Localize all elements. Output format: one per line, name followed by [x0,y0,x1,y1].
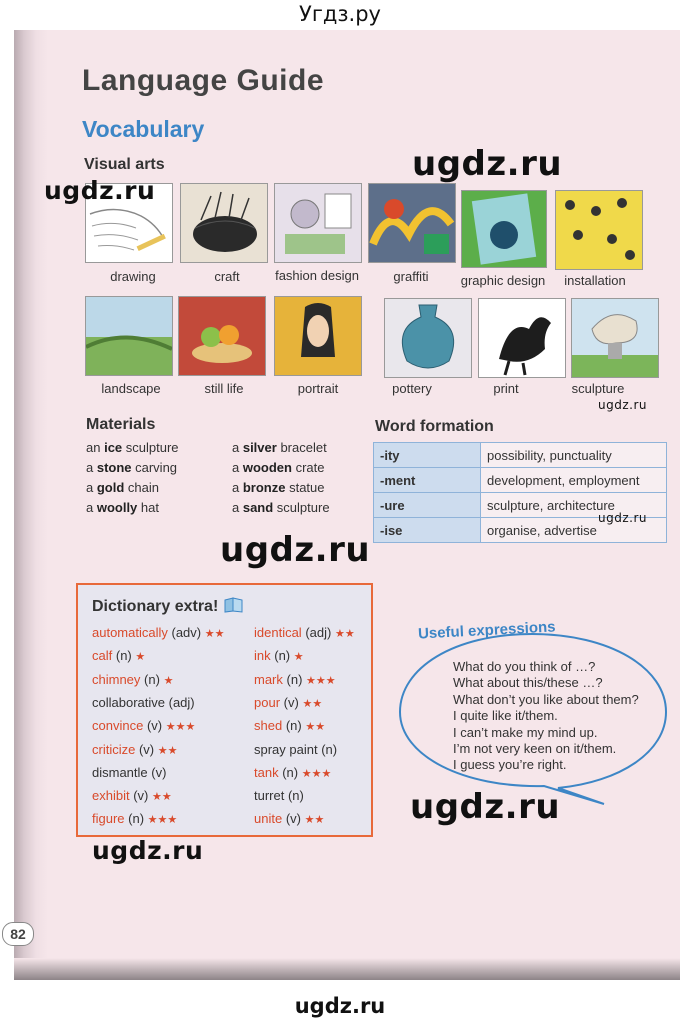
entry-word: calf [92,648,113,664]
woven-basket-icon [181,184,267,262]
watermark-text: ugdz.ru [220,530,371,570]
frequency-stars: ★★ [334,628,355,640]
book-icon [223,597,245,613]
caption-graffiti: graffiti [393,269,429,284]
entry-part-of-speech: (v) [138,741,155,757]
sculpture-picture [571,298,659,378]
word-formation-heading: Word formation [375,418,494,435]
entry-part-of-speech: (n) [274,648,291,664]
suffix-cell: -ise [374,518,481,543]
caption-graphic-design: graphic design [460,273,546,288]
material-item: a wooden crate [232,460,325,475]
frequency-stars: ★ [163,674,174,687]
caption-installation: installation [564,273,626,288]
caption-sculpture: sculpture [571,381,625,396]
print-picture [478,298,566,378]
entry-part-of-speech: (n) [128,811,145,827]
portrait-picture [274,296,362,376]
watermark-text: ugdz.ru [598,398,647,412]
entry-part-of-speech: (adv) [171,625,202,640]
entry-word: turret [254,788,285,804]
word-formation-table [373,442,667,543]
entry-word: spray paint [254,741,318,757]
material-item: a woolly hat [86,500,159,515]
material-item: a silver bracelet [232,440,327,455]
graffiti-wall-icon [369,184,455,262]
useful-expressions-heading: Useful expressions [417,618,556,643]
entry-part-of-speech: (n) [285,718,302,734]
dictionary-entry [254,742,337,757]
landscape-picture [85,296,173,376]
watermark-text: ugdz.ru [44,176,156,205]
caption-fashion-design: fashion design [275,268,359,283]
entry-word: identical [254,625,302,640]
fruit-bowl-icon [179,297,265,375]
bottom-site-watermark: ugdz.ru [294,994,386,1018]
materials-column-2 [232,438,330,518]
entry-word: criticize [92,741,136,757]
watermark-text: ugdz.ru [598,511,647,525]
frequency-stars: ★★ [157,744,178,757]
materials-column-1 [86,438,179,518]
expression-line: I guess you’re right. [453,757,567,773]
entry-part-of-speech: (n) [144,671,160,687]
page-binding-shadow [14,30,48,980]
examples-cell: sculpture, architecture [481,493,667,518]
visual-arts-heading: Visual arts [84,156,165,173]
graphic-design-picture [461,190,547,268]
material-item: a bronze statue [232,480,325,495]
entry-word: dismantle [92,764,148,780]
frequency-stars: ★★★ [165,721,196,734]
material-item: a stone carving [86,460,178,475]
entry-word: exhibit [92,788,130,804]
dictionary-entry [92,742,178,757]
dictionary-extra-box [76,583,373,837]
dictionary-entry [92,788,172,803]
entry-word: automatically [92,625,168,640]
frequency-stars: ★★★ [306,674,336,687]
entry-part-of-speech: (adj) [305,625,332,640]
entry-part-of-speech: (v) [146,718,163,734]
frequency-stars: ★ [135,651,146,664]
graffiti-picture [368,183,456,263]
suffix-cell: -ment [374,468,481,493]
dictionary-entry [92,811,177,826]
frequency-stars: ★★ [304,814,325,827]
dictionary-extra-heading: Dictionary extra! [92,597,245,616]
watermark-text: ugdz.ru [412,144,563,184]
dictionary-entry [254,695,322,710]
craft-picture [180,183,268,263]
dictionary-entry [92,765,166,780]
still-life-picture [178,296,266,376]
landscape-painting-icon [86,297,172,375]
dictionary-entry [92,625,224,640]
rooster-print-icon [479,299,565,377]
entry-word: mark [254,671,283,687]
dictionary-entry [254,788,304,803]
material-item: an ice sculpture [86,440,179,455]
top-site-watermark: Угдз.ру [299,2,381,26]
entry-part-of-speech: (adj) [168,694,195,710]
dictionary-entry [92,672,173,687]
frequency-stars: ★★ [305,721,326,734]
entry-part-of-speech: (v) [133,788,149,804]
page-title: Language Guide [82,64,325,97]
entry-part-of-speech: (v) [151,764,167,780]
page-subtitle: Vocabulary [82,116,205,142]
caption-still-life: still life [204,381,244,396]
entry-word: pour [254,694,281,710]
caption-craft: craft [214,269,240,284]
expression-line: I can’t make my mind up. [453,724,598,740]
caption-portrait: portrait [297,381,339,396]
examples-cell: development, employment [481,468,667,493]
frequency-stars: ★★ [302,697,323,710]
expression-line: What do you think of …? [453,659,596,674]
modern-sculpture-icon [572,299,658,377]
entry-word: collaborative [92,694,165,710]
dictionary-entry [92,718,195,733]
materials-heading: Materials [86,416,156,433]
caption-landscape: landscape [101,381,161,396]
entry-part-of-speech: (n) [115,648,132,664]
expression-line: I quite like it/them. [453,708,558,724]
caption-drawing: drawing [110,269,156,284]
suffix-cell: -ity [374,443,481,468]
entry-word: ink [254,648,271,664]
caption-pottery: pottery [392,381,432,396]
entry-word: figure [92,811,125,827]
expression-line: I’m not very keen on it/them. [453,741,617,756]
entry-part-of-speech: (v) [285,811,301,827]
page-bottom-shadow [14,958,680,980]
page-number: 82 [2,922,34,946]
installation-picture [555,190,643,270]
examples-cell: organise, advertise [481,518,667,543]
entry-part-of-speech: (v) [283,694,299,710]
fashion-design-picture [274,183,362,263]
material-item: a sand sculpture [232,500,330,515]
entry-part-of-speech: (n) [287,788,304,804]
entry-word: unite [254,811,283,827]
entry-part-of-speech: (n) [321,741,338,757]
poster-design-icon [462,191,546,267]
examples-cell: possibility, punctuality [481,443,667,468]
frequency-stars: ★★ [204,628,225,640]
dictionary-entry [254,765,331,780]
watermark-text: ugdz.ru [92,836,204,865]
dictionary-entry [92,648,145,663]
frequency-stars: ★★ [152,791,172,804]
dictionary-entry [254,718,325,733]
dictionary-entry [254,625,355,640]
leopard-installation-icon [556,191,642,269]
frequency-stars: ★★★ [301,767,332,780]
entry-word: shed [254,718,283,734]
table-row [374,443,667,468]
expression-line: What don’t you like about them? [453,691,639,707]
dictionary-entry [254,811,324,826]
frequency-stars: ★★★ [147,814,178,827]
suffix-cell: -ure [374,493,481,518]
portrait-woman-icon [275,297,361,375]
dictionary-entry [254,648,304,663]
entry-part-of-speech: (n) [282,764,299,780]
material-item: a gold chain [86,480,159,495]
entry-part-of-speech: (n) [286,671,303,687]
dictionary-entry [254,672,336,687]
pottery-picture [384,298,472,378]
sewing-sketches-icon [275,184,361,262]
expression-line: What about this/these …? [453,675,603,691]
dictionary-entry [92,695,195,710]
caption-print: print [493,381,519,396]
frequency-stars: ★ [293,651,304,664]
watermark-text: ugdz.ru [410,787,561,827]
entry-word: tank [254,764,279,780]
entry-word: chimney [92,671,141,687]
entry-word: convince [92,718,144,734]
table-row [374,468,667,493]
vase-icon [385,299,471,377]
